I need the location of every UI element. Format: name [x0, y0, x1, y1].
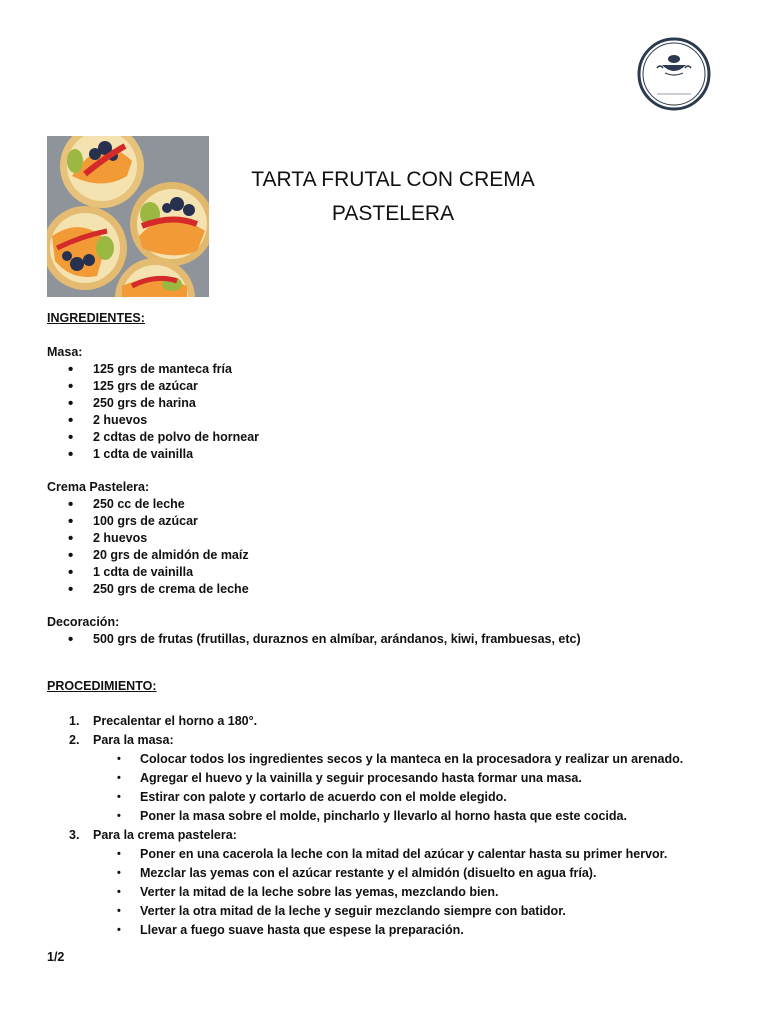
- brand-logo: [635, 37, 713, 111]
- list-item: • 250 grs de crema de leche: [47, 581, 737, 598]
- step-number: 1.: [69, 714, 80, 728]
- substep-item: • Poner en una cacerola la leche con la mitad del azúcar y calentar hasta su primer hervor.: [47, 845, 737, 864]
- list-item: • 100 grs de azúcar: [47, 513, 737, 530]
- substep-item: • Llevar a fuego suave hasta que espese la preparación.: [47, 921, 737, 940]
- step-number: 2.: [69, 733, 80, 747]
- procedure-steps: [47, 712, 737, 940]
- ingredient-list-crema: [47, 496, 737, 598]
- substep-item: • Estirar con palote y cortarlo de acuerdo con el molde elegido.: [47, 788, 737, 807]
- ingredients-heading: INGREDIENTES:: [47, 311, 145, 325]
- substep-item: • Agregar el huevo y la vainilla y seguir procesando hasta formar una masa.: [47, 769, 737, 788]
- list-item: • 2 huevos: [47, 412, 737, 429]
- group-label-masa: Masa:: [47, 345, 83, 359]
- substep-list: [93, 750, 737, 826]
- title-line-1: TARTA FRUTAL CON CREMA: [251, 168, 535, 191]
- list-item: • 2 cdtas de polvo de hornear: [47, 429, 737, 446]
- procedure-heading: PROCEDIMIENTO:: [47, 679, 157, 693]
- ingredient-list-masa: [47, 361, 737, 463]
- list-item: • 1 cdta de vainilla: [47, 564, 737, 581]
- list-item: • 125 grs de manteca fría: [47, 361, 737, 378]
- recipe-content: [47, 310, 737, 940]
- tart-photo: [47, 136, 209, 297]
- list-item: • 125 grs de azúcar: [47, 378, 737, 395]
- title-line-2: PASTELERA: [331, 202, 455, 225]
- list-item: • 250 cc de leche: [47, 496, 737, 513]
- list-item: • 20 grs de almidón de maíz: [47, 547, 737, 564]
- list-item: • 1 cdta de vainilla: [47, 446, 737, 463]
- substep-item: • Verter la mitad de la leche sobre las yemas, mezclando bien.: [47, 883, 737, 902]
- step-item: [47, 712, 737, 731]
- substep-item: • Colocar todos los ingredientes secos y la manteca en la procesadora y realizar un arenado.: [47, 750, 737, 769]
- substep-item: • Verter la otra mitad de la leche y seguir mezclando siempre con batidor.: [47, 902, 737, 921]
- substep-item: • Poner la masa sobre el molde, pincharlo y llevarlo al horno hasta que este cocida.: [47, 807, 737, 826]
- group-label-crema: Crema Pastelera:: [47, 480, 150, 494]
- list-item: • 2 huevos: [47, 530, 737, 547]
- step-text: Precalentar el horno a 180°.: [93, 714, 258, 728]
- ingredient-list-decoracion: [47, 631, 737, 648]
- substep-item: • Mezclar las yemas con el azúcar restante y el almidón (disuelto en agua fría).: [47, 864, 737, 883]
- list-item: • 250 grs de harina: [47, 395, 737, 412]
- step-text: Para la crema pastelera:: [93, 828, 237, 842]
- step-number: 3.: [69, 828, 80, 842]
- group-label-decoracion: Decoración:: [47, 615, 120, 629]
- recipe-title: [210, 163, 576, 231]
- step-text: Para la masa:: [93, 733, 174, 747]
- list-item: • 500 grs de frutas (frutillas, duraznos en almíbar, arándanos, kiwi, frambuesas, etc): [47, 631, 737, 648]
- step-item: [47, 826, 737, 940]
- step-item: [47, 731, 737, 826]
- substep-list: [93, 845, 737, 940]
- page-number: 1/2: [47, 950, 65, 964]
